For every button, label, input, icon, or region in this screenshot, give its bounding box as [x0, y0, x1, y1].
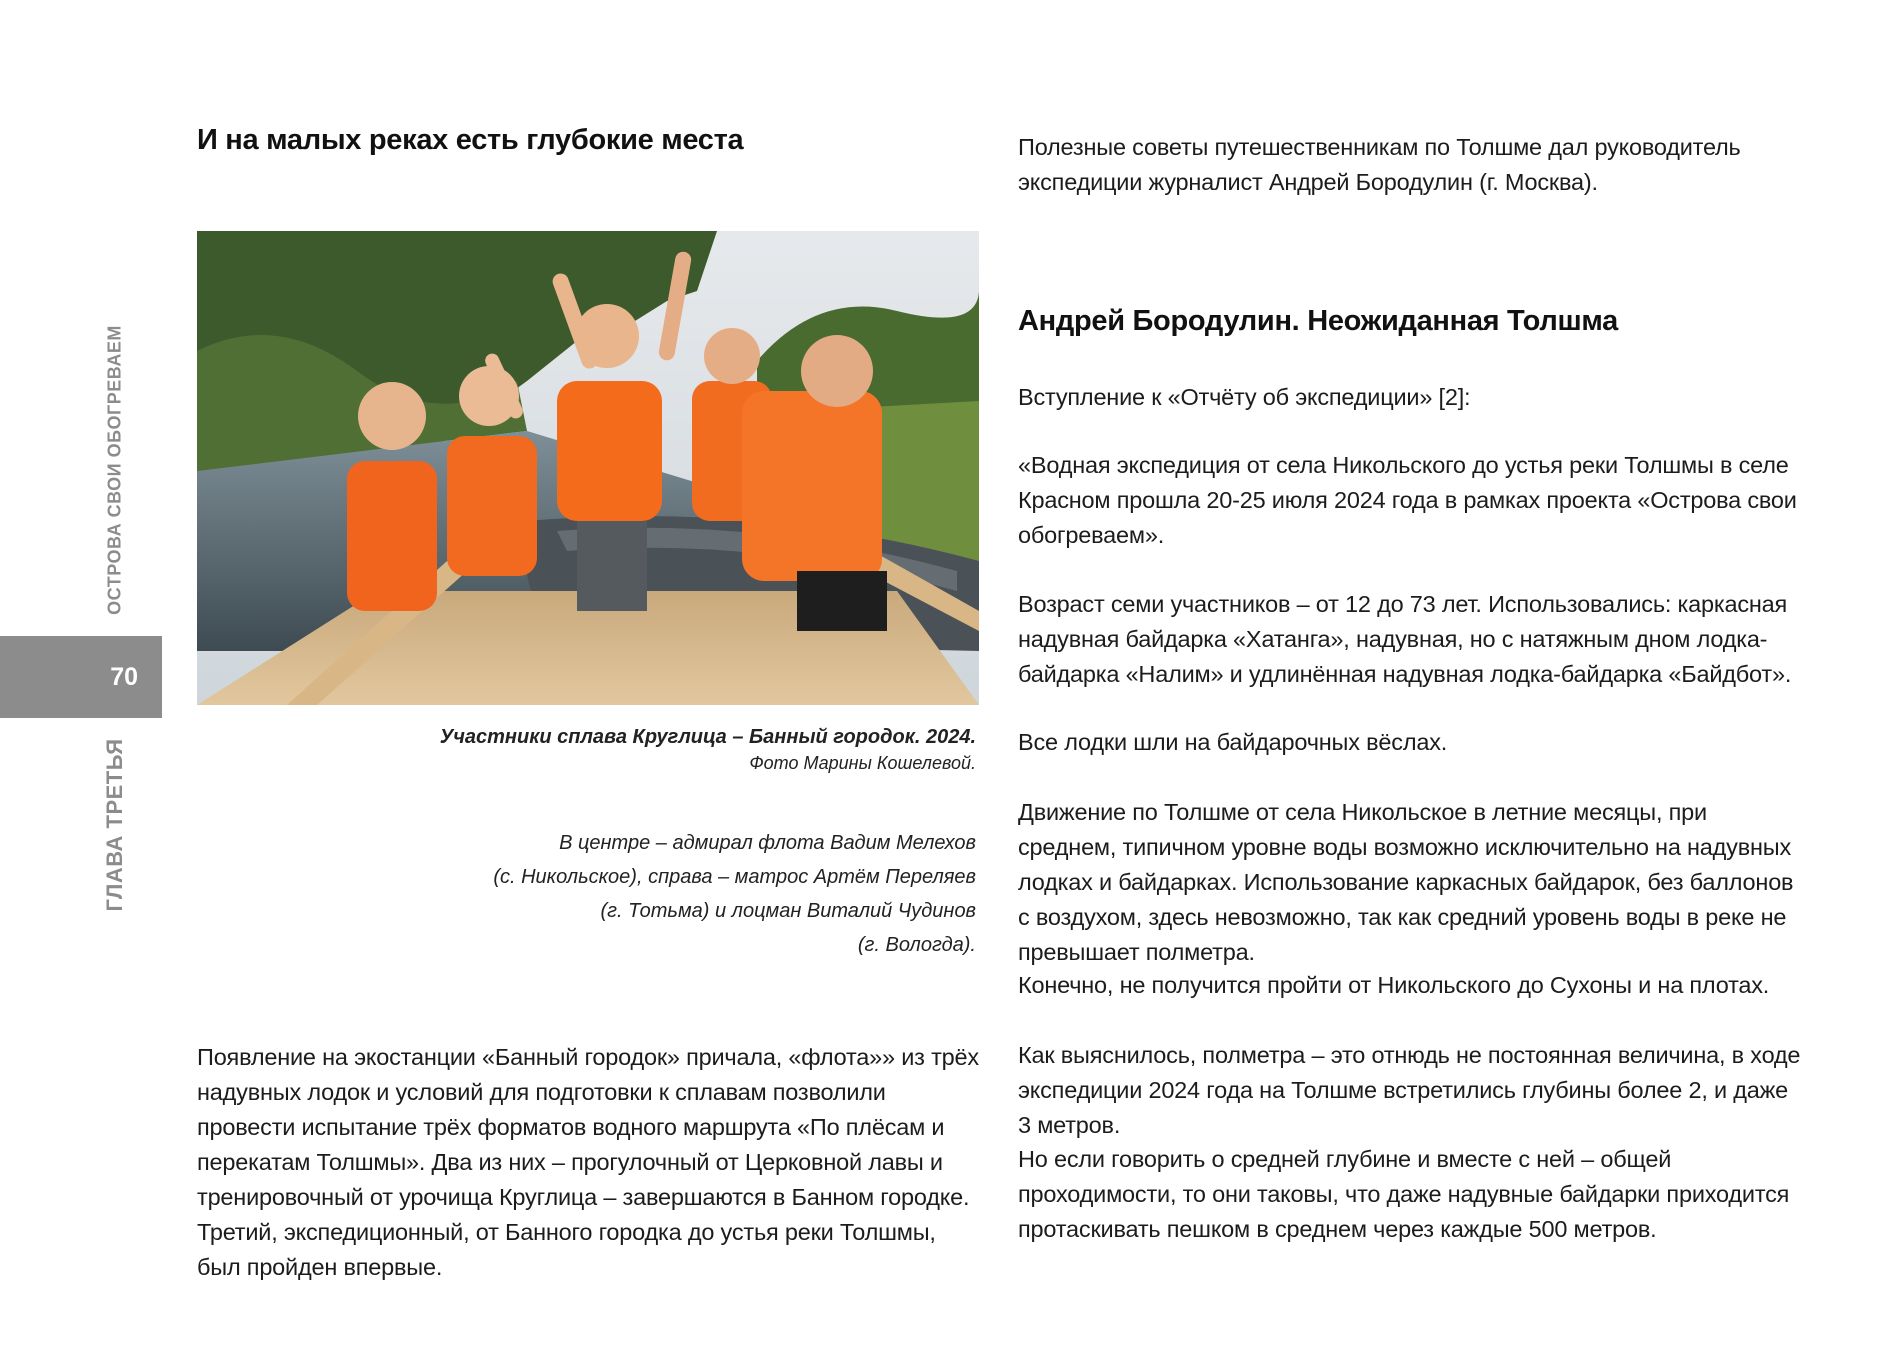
- photo-note-line: (г. Вологда).: [857, 934, 976, 956]
- photo-caption: [376, 724, 976, 776]
- photo-note-line: В центре – адмирал флота Вадим Мелехов: [559, 832, 976, 854]
- right-paragraph-6: Конечно, не получится пройти от Никольского до Сухоны и на плотах.: [1018, 972, 1770, 998]
- right-intro-paragraph: Полезные советы путешественникам по Толшме дал руководитель экспедиции журналист Андрей Бородулин (г. Москва).: [1018, 134, 1741, 195]
- right-paragraph-7: Как выяснилось, полметра – это отнюдь не постоянная величина, в ходе экспедиции 2024 года на Толшме встретились глубины более 2, и даже 3 метров.: [1018, 1042, 1801, 1138]
- right-heading: Андрей Бородулин. Неожиданная Толшма: [1018, 305, 1618, 337]
- chapter-title-vertical: [100, 735, 130, 915]
- section-title-vertical: [100, 320, 130, 620]
- expedition-photo: [197, 231, 979, 705]
- photo-note-line: (г. Тотьма) и лоцман Виталий Чудинов: [600, 900, 976, 922]
- page-number: 70: [110, 662, 138, 691]
- left-heading: И на малых реках есть глубокие места: [197, 124, 744, 156]
- photo-illustration: [197, 231, 979, 705]
- photo-caption-title: Участники сплава Круглица – Банный городок. 2024.: [439, 726, 976, 748]
- right-paragraph-5: Движение по Толшме от села Никольское в летние месяцы, при среднем, типичном уровне воды возможно исключительно на надувных лодках и байдарках. Использование каркасных байдарок, без баллонов с воздухом, здесь невозможно, так как средний уровень воды в реке не превышает полметра.: [1018, 799, 1794, 965]
- chapter-title-text: ГЛАВА ТРЕТЬЯ: [102, 738, 127, 912]
- section-title-text: ОСТРОВА СВОИ ОБОГРЕВАЕМ: [104, 325, 125, 615]
- photo-note: [416, 826, 976, 962]
- page-number-tab: [0, 636, 162, 718]
- right-paragraph-3: Возраст семи участников – от 12 до 73 лет. Использовались: каркасная надувная байдарка «Хатанга», надувная, но с натяжным дном лодка-байдарка «Налим» и удлинённая надувная лодка-байдарка «Байдбот».: [1018, 591, 1792, 687]
- right-paragraph-2: «Водная экспедиция от села Никольского до устья реки Толшмы в селе Красном прошла 20-25 июля 2024 года в рамках проекта «Острова свои обогреваем».: [1018, 452, 1797, 548]
- right-paragraph-4: Все лодки шли на байдарочных вёслах.: [1018, 729, 1448, 755]
- photo-note-line: (с. Никольское), справа – матрос Артём Переляев: [493, 866, 976, 888]
- left-body-paragraph: Появление на экостанции «Банный городок» причала, «флота»» из трёх надувных лодок и условий для подготовки к сплавам позволили провести испытание трёх форматов водного маршрута «По плёсам и перекатам Толшмы». Два из них – прогулочный от Церковной лавы и тренировочный от урочища Круглица – завершаются в Банном городке. Третий, экспедиционный, от Банного городка до устья реки Толшмы, был пройден впервые.: [197, 1044, 979, 1280]
- right-paragraph-8: Но если говорить о средней глубине и вместе с ней – общей проходимости, то они таковы, что даже надувные байдарки приходится протаскивать пешком в среднем через каждые 500 метров.: [1018, 1146, 1790, 1242]
- photo-credit: Фото Марины Кошелевой.: [749, 753, 976, 773]
- right-paragraph-1: Вступление к «Отчёту об экспедиции» [2]:: [1018, 384, 1471, 410]
